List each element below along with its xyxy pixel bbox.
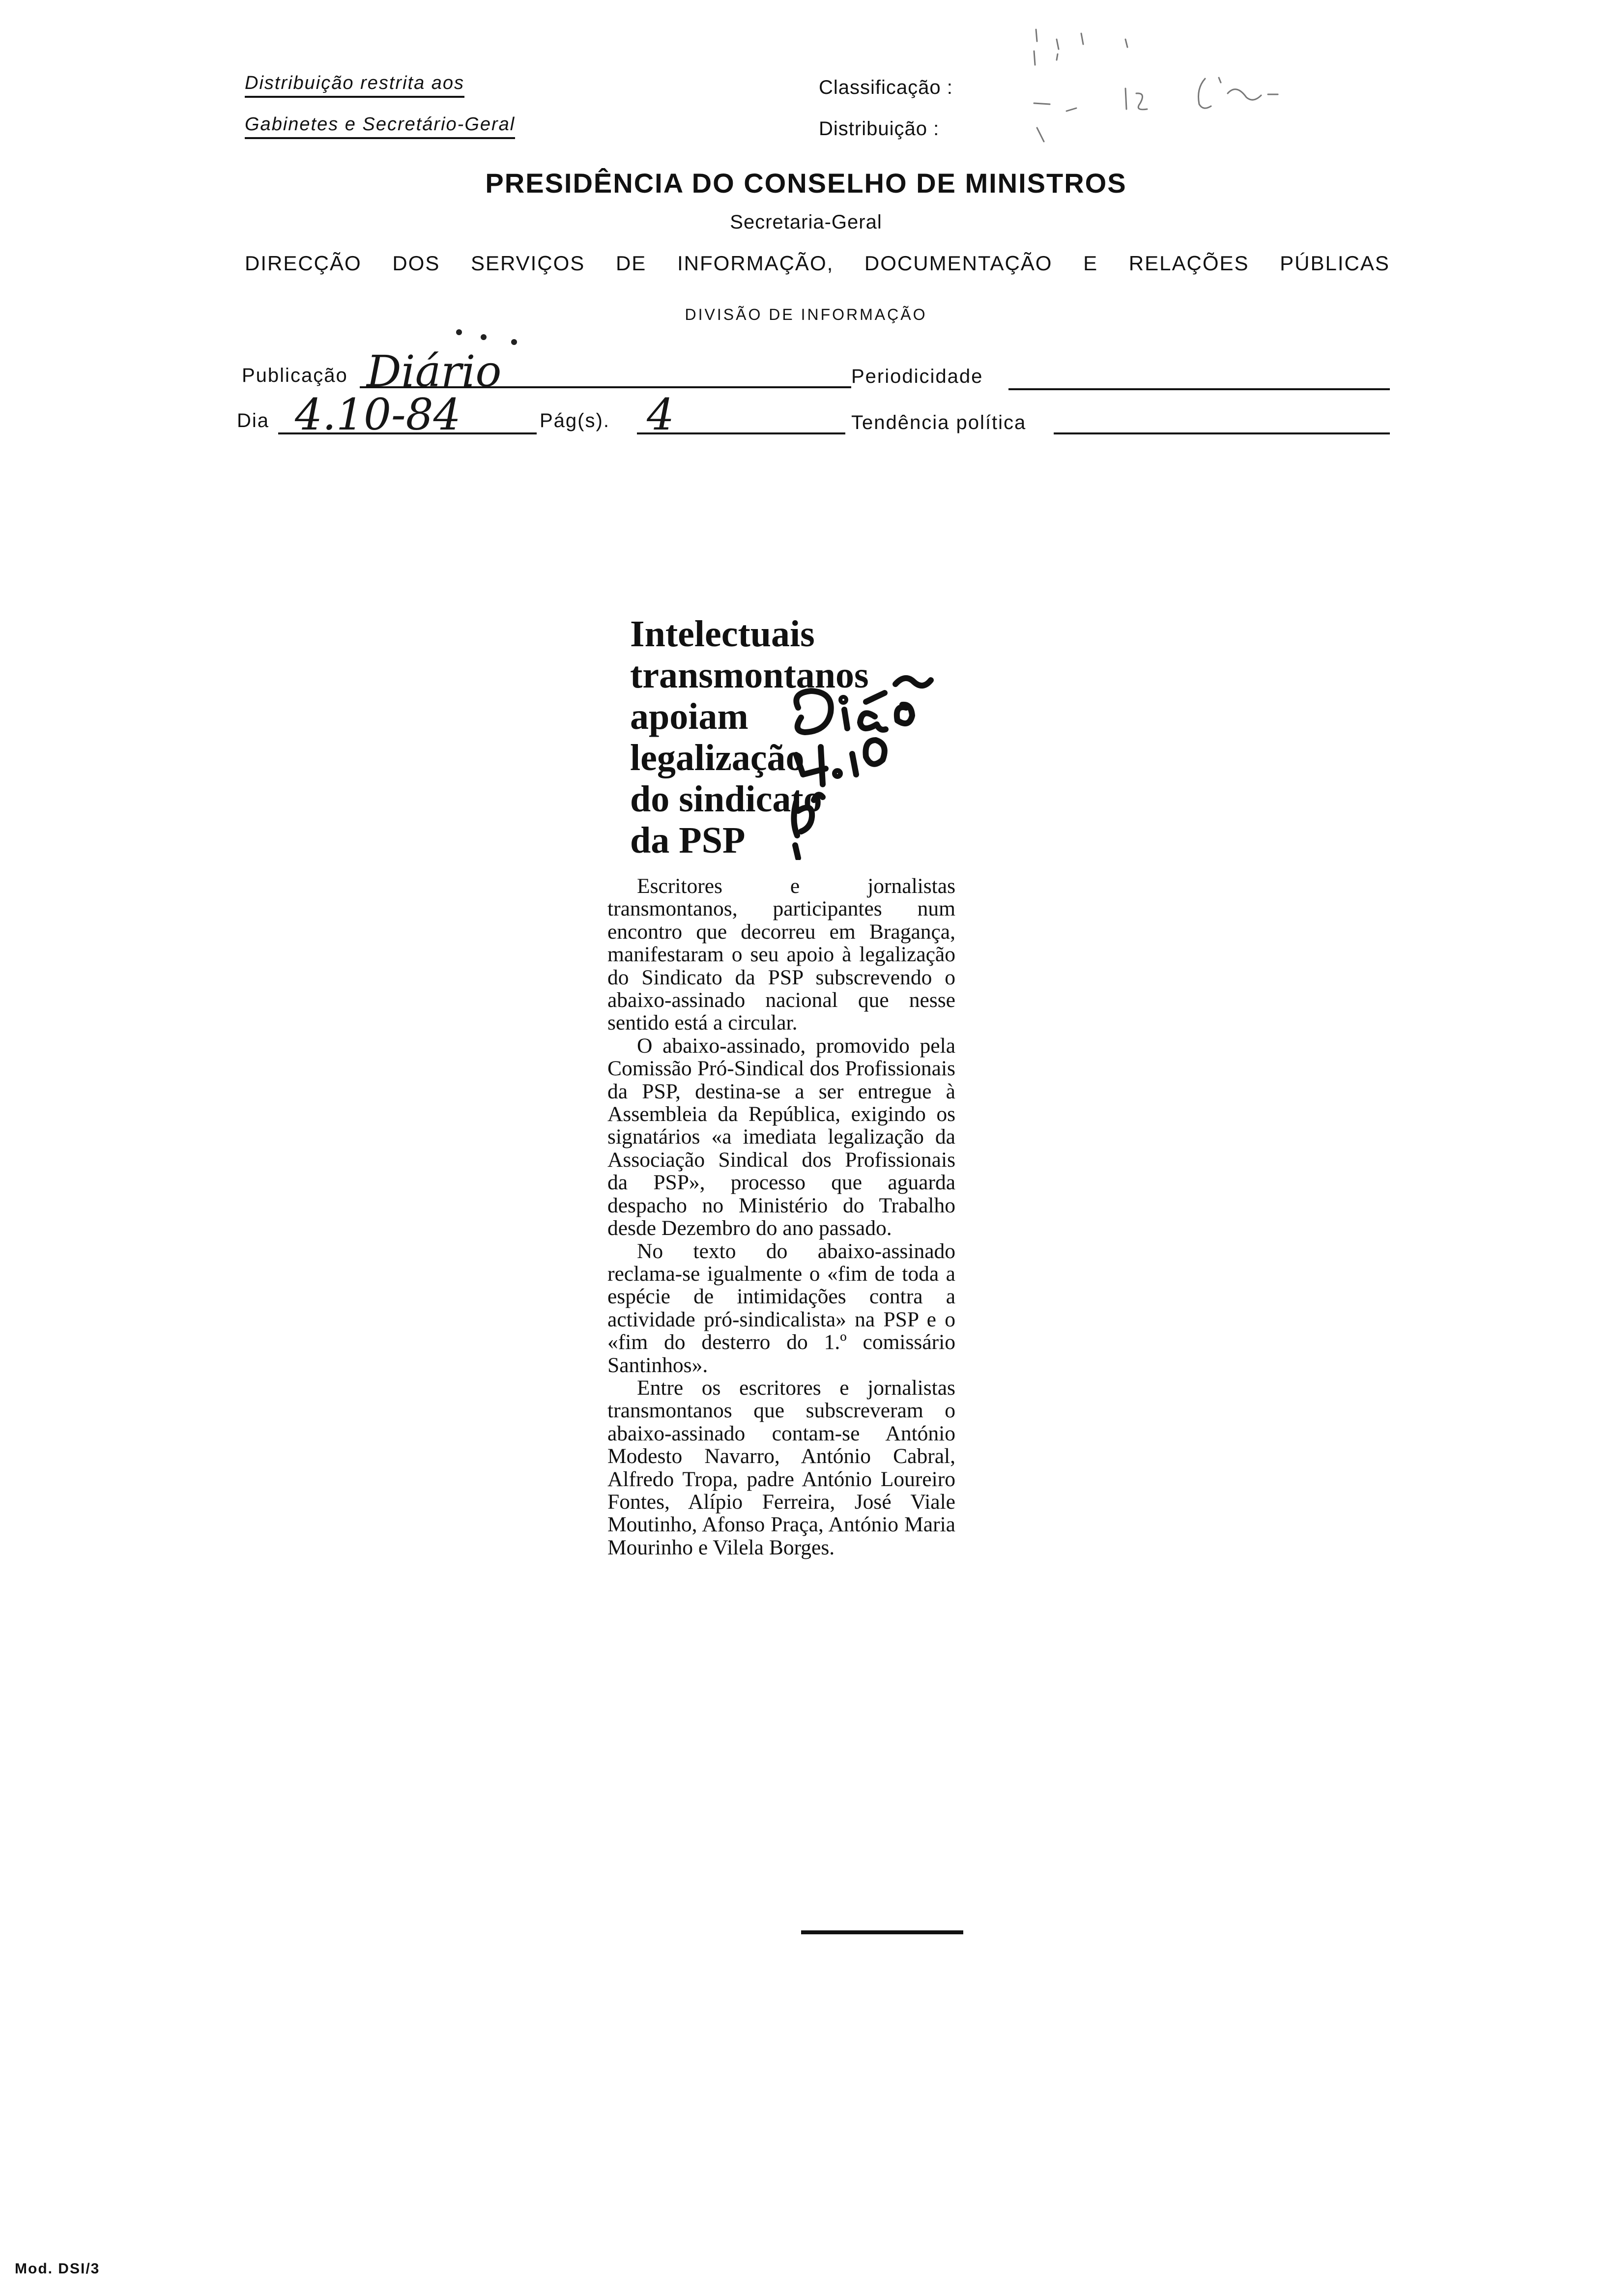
day-value: 4.10-84: [295, 389, 461, 440]
publication-label: Publicação: [242, 365, 348, 386]
headline-line: Intelectuais: [630, 613, 815, 655]
direction-word: RELAÇÕES: [1128, 252, 1249, 275]
direction-word: DE: [615, 252, 647, 275]
division-title: DIVISÃO DE INFORMAÇÃO: [685, 306, 927, 323]
day-label: Dia: [237, 410, 270, 431]
direction-word: DOCUMENTAÇÃO: [864, 252, 1053, 275]
article-paragraph: Escritores e jornalistas transmontanos, participantes num encontro que decorreu em Bragança, manifestaram o seu apoio à legalização do Sindicato da PSP subscrevendo o abaixo-assinado nacional que nesse sentido está a circular.: [607, 874, 955, 1035]
publication-value: Diário: [367, 346, 502, 397]
direction-word: E: [1083, 252, 1098, 275]
article-paragraph: Entre os escritores e jornalistas transmontanos que subscreveram o abaixo-assinado contam-se António Modesto Navarro, António Cabral, Alfredo Tropa, padre António Loureiro Fontes, Alípio Ferreira, José Viale Moutinho, Afonso Praça, António Maria Mourinho e Vilela Borges.: [607, 1376, 955, 1559]
headline-line: apoiam: [630, 696, 748, 737]
headline-line: do sindicato: [630, 778, 822, 820]
article-body: [607, 875, 955, 1559]
direction-word: DIRECÇÃO: [245, 252, 362, 275]
classification-label: Classificação :: [819, 77, 953, 98]
periodicity-line: [1008, 388, 1390, 390]
headline-line: da PSP: [630, 820, 746, 861]
form-code: Mod. DSI/3: [15, 2261, 100, 2277]
headline-line: transmontanos: [630, 655, 869, 696]
article-paragraph: No texto do abaixo-assinado reclama-se igualmente o «fim de toda a espécie de intimidações contra a actividade pró-sindicalista» na PSP e o «fim do desterro do 1.º comissário Santinhos».: [607, 1239, 955, 1377]
ink-dots: [452, 324, 550, 349]
political-tendency-line: [1054, 432, 1390, 434]
direction-word: DOS: [392, 252, 440, 275]
direction-word: PÚBLICAS: [1280, 252, 1390, 275]
organization-subtitle: Secretaria-Geral: [730, 211, 882, 233]
direction-word: INFORMAÇÃO,: [677, 252, 834, 275]
article-paragraph: O abaixo-assinado, promovido pela Comissão Pró-Sindical dos Profissionais da PSP, destina-se a ser entregue à Assembleia da República, exigindo os signatários «a imediata legalização da Associação Sindical dos Profissionais da PSP», processo que aguarda despacho no Ministério do Trabalho desde Dezembro do ano passado.: [607, 1033, 955, 1240]
handwritten-annotation: [781, 673, 968, 860]
periodicity-label: Periodicidade: [851, 366, 983, 387]
restriction-note-line-1: Distribuição restrita aos: [245, 73, 464, 98]
article-end-rule: [801, 1930, 963, 1934]
distribution-label: Distribuição :: [819, 118, 940, 140]
political-tendency-label: Tendência política: [851, 412, 1027, 433]
direction-line: [245, 252, 1390, 275]
pages-value: 4: [647, 389, 674, 440]
restriction-note-line-2: Gabinetes e Secretário-Geral: [245, 114, 515, 139]
pages-label: Pág(s).: [540, 410, 610, 431]
direction-word: SERVIÇOS: [471, 252, 585, 275]
organization-title: PRESIDÊNCIA DO CONSELHO DE MINISTROS: [485, 168, 1127, 199]
headline-line: legalização: [630, 737, 805, 778]
pencil-marks: [1022, 20, 1297, 147]
